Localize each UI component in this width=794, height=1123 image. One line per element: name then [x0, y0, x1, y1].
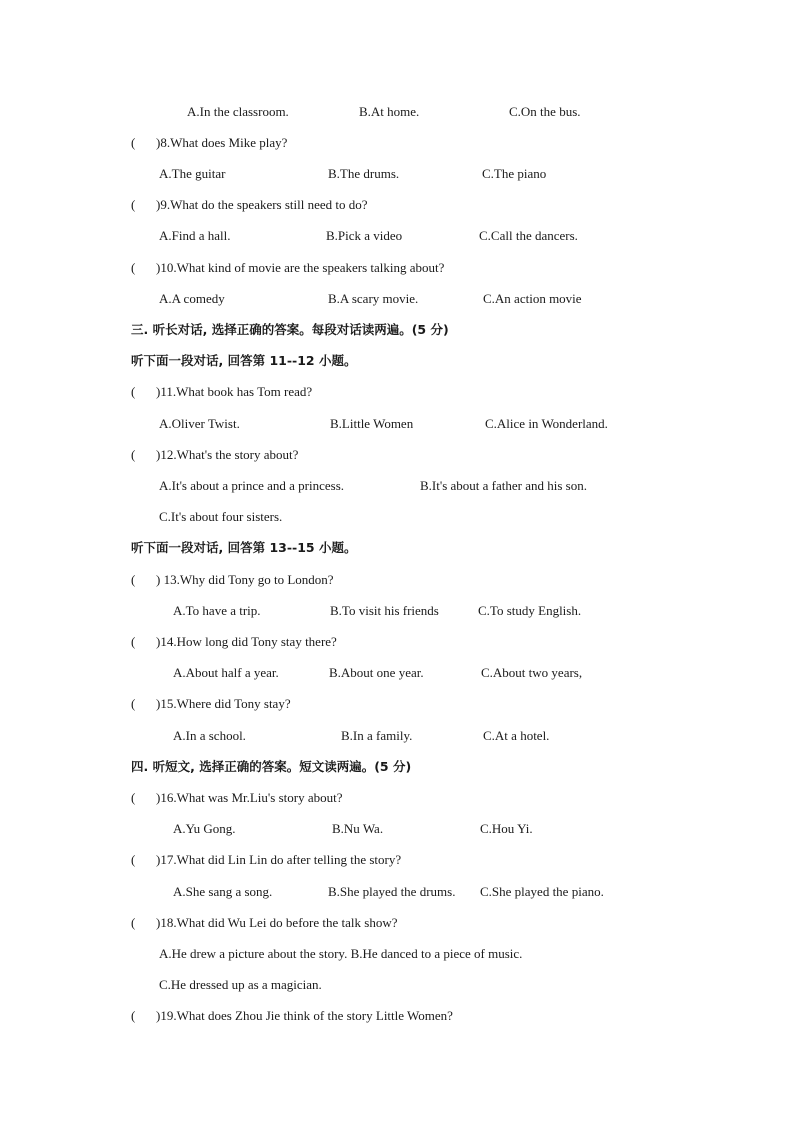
q7-option-c: C.On the bus. — [509, 104, 581, 119]
question-11 — [131, 384, 312, 400]
q7-option-b: B.At home. — [359, 104, 420, 119]
question-17 — [131, 852, 401, 868]
q16-option-c: C.Hou Yi. — [480, 821, 533, 836]
question-16 — [131, 790, 342, 806]
q13-option-a: A.To have a trip. — [173, 603, 261, 618]
question-text: )15.Where did Tony stay? — [156, 696, 291, 711]
question-8 — [131, 135, 287, 151]
q15-option-a: A.In a school. — [173, 728, 246, 743]
question-text: )10.What kind of movie are the speakers talking about? — [156, 260, 445, 275]
question-text: )19.What does Zhou Jie think of the story Little Women? — [156, 1008, 453, 1023]
question-text: )17.What did Lin Lin do after telling the story? — [156, 852, 402, 867]
question-12 — [131, 447, 298, 463]
answer-blank[interactable]: ( — [131, 384, 136, 399]
q10-option-c: C.An action movie — [483, 291, 582, 306]
question-13 — [131, 572, 334, 588]
q17-option-b: B.She played the drums. — [328, 884, 456, 899]
q14-option-a: A.About half a year. — [173, 665, 279, 680]
section-4-heading: 四. 听短文, 选择正确的答案。短文读两遍。(5 分) — [131, 759, 412, 774]
q12-option-a: A.It's about a prince and a princess. — [159, 478, 345, 493]
q13-option-b: B.To visit his friends — [330, 603, 439, 618]
subsection-13-15-heading: 听下面一段对话, 回答第 13--15 小题。 — [131, 540, 357, 555]
q10-option-a: A.A comedy — [159, 291, 225, 306]
q12-option-b: B.It's about a father and his son. — [420, 478, 587, 493]
answer-blank[interactable]: ( — [131, 634, 136, 649]
q13-option-c: C.To study English. — [478, 603, 582, 618]
question-10 — [131, 260, 444, 276]
q7-option-a: A.In the classroom. — [187, 104, 289, 119]
q9-option-b: B.Pick a video — [326, 228, 403, 243]
question-15 — [131, 696, 291, 712]
question-19 — [131, 1008, 453, 1024]
answer-blank[interactable]: ( — [131, 915, 136, 930]
question-14 — [131, 634, 337, 650]
answer-blank[interactable]: ( — [131, 260, 136, 275]
q11-option-b: B.Little Women — [330, 416, 414, 431]
q15-option-b: B.In a family. — [341, 728, 413, 743]
section-3-heading: 三. 听长对话, 选择正确的答案。每段对话读两遍。(5 分) — [131, 322, 449, 337]
answer-blank[interactable]: ( — [131, 197, 136, 212]
answer-blank[interactable]: ( — [131, 696, 136, 711]
q9-option-a: A.Find a hall. — [159, 228, 231, 243]
question-text: )11.What book has Tom read? — [156, 384, 313, 399]
q12-option-c: C.It's about four sisters. — [159, 509, 283, 524]
q14-option-b: B.About one year. — [329, 665, 424, 680]
q17-option-a: A.She sang a song. — [173, 884, 273, 899]
answer-blank[interactable]: ( — [131, 447, 136, 462]
q8-option-b: B.The drums. — [328, 166, 400, 181]
question-text: )14.How long did Tony stay there? — [156, 634, 337, 649]
q11-option-c: C.Alice in Wonderland. — [485, 416, 608, 431]
question-text: )8.What does Mike play? — [156, 135, 288, 150]
q16-option-b: B.Nu Wa. — [332, 821, 384, 836]
q9-option-c: C.Call the dancers. — [479, 228, 578, 243]
q17-option-c: C.She played the piano. — [480, 884, 604, 899]
question-text: )18.What did Wu Lei do before the talk show? — [156, 915, 398, 930]
q15-option-c: C.At a hotel. — [483, 728, 550, 743]
question-18 — [131, 915, 397, 931]
answer-blank[interactable]: ( — [131, 135, 136, 150]
q18-option-c: C.He dressed up as a magician. — [159, 977, 322, 992]
answer-blank[interactable]: ( — [131, 852, 136, 867]
q16-option-a: A.Yu Gong. — [173, 821, 236, 836]
q18-option-a-b: A.He drew a picture about the story. B.He danced to a piece of music. — [159, 946, 523, 961]
question-text: )16.What was Mr.Liu's story about? — [156, 790, 343, 805]
q11-option-a: A.Oliver Twist. — [159, 416, 240, 431]
q10-option-b: B.A scary movie. — [328, 291, 419, 306]
answer-blank[interactable]: ( — [131, 790, 136, 805]
q8-option-c: C.The piano — [482, 166, 547, 181]
q8-option-a: A.The guitar — [159, 166, 226, 181]
question-9 — [131, 197, 368, 213]
subsection-11-12-heading: 听下面一段对话, 回答第 11--12 小题。 — [131, 353, 357, 368]
q14-option-c: C.About two years, — [481, 665, 583, 680]
answer-blank[interactable]: ( — [131, 572, 136, 587]
question-text: ) 13.Why did Tony go to London? — [156, 572, 334, 587]
answer-blank[interactable]: ( — [131, 1008, 136, 1023]
question-text: )12.What's the story about? — [156, 447, 299, 462]
question-text: )9.What do the speakers still need to do? — [156, 197, 368, 212]
